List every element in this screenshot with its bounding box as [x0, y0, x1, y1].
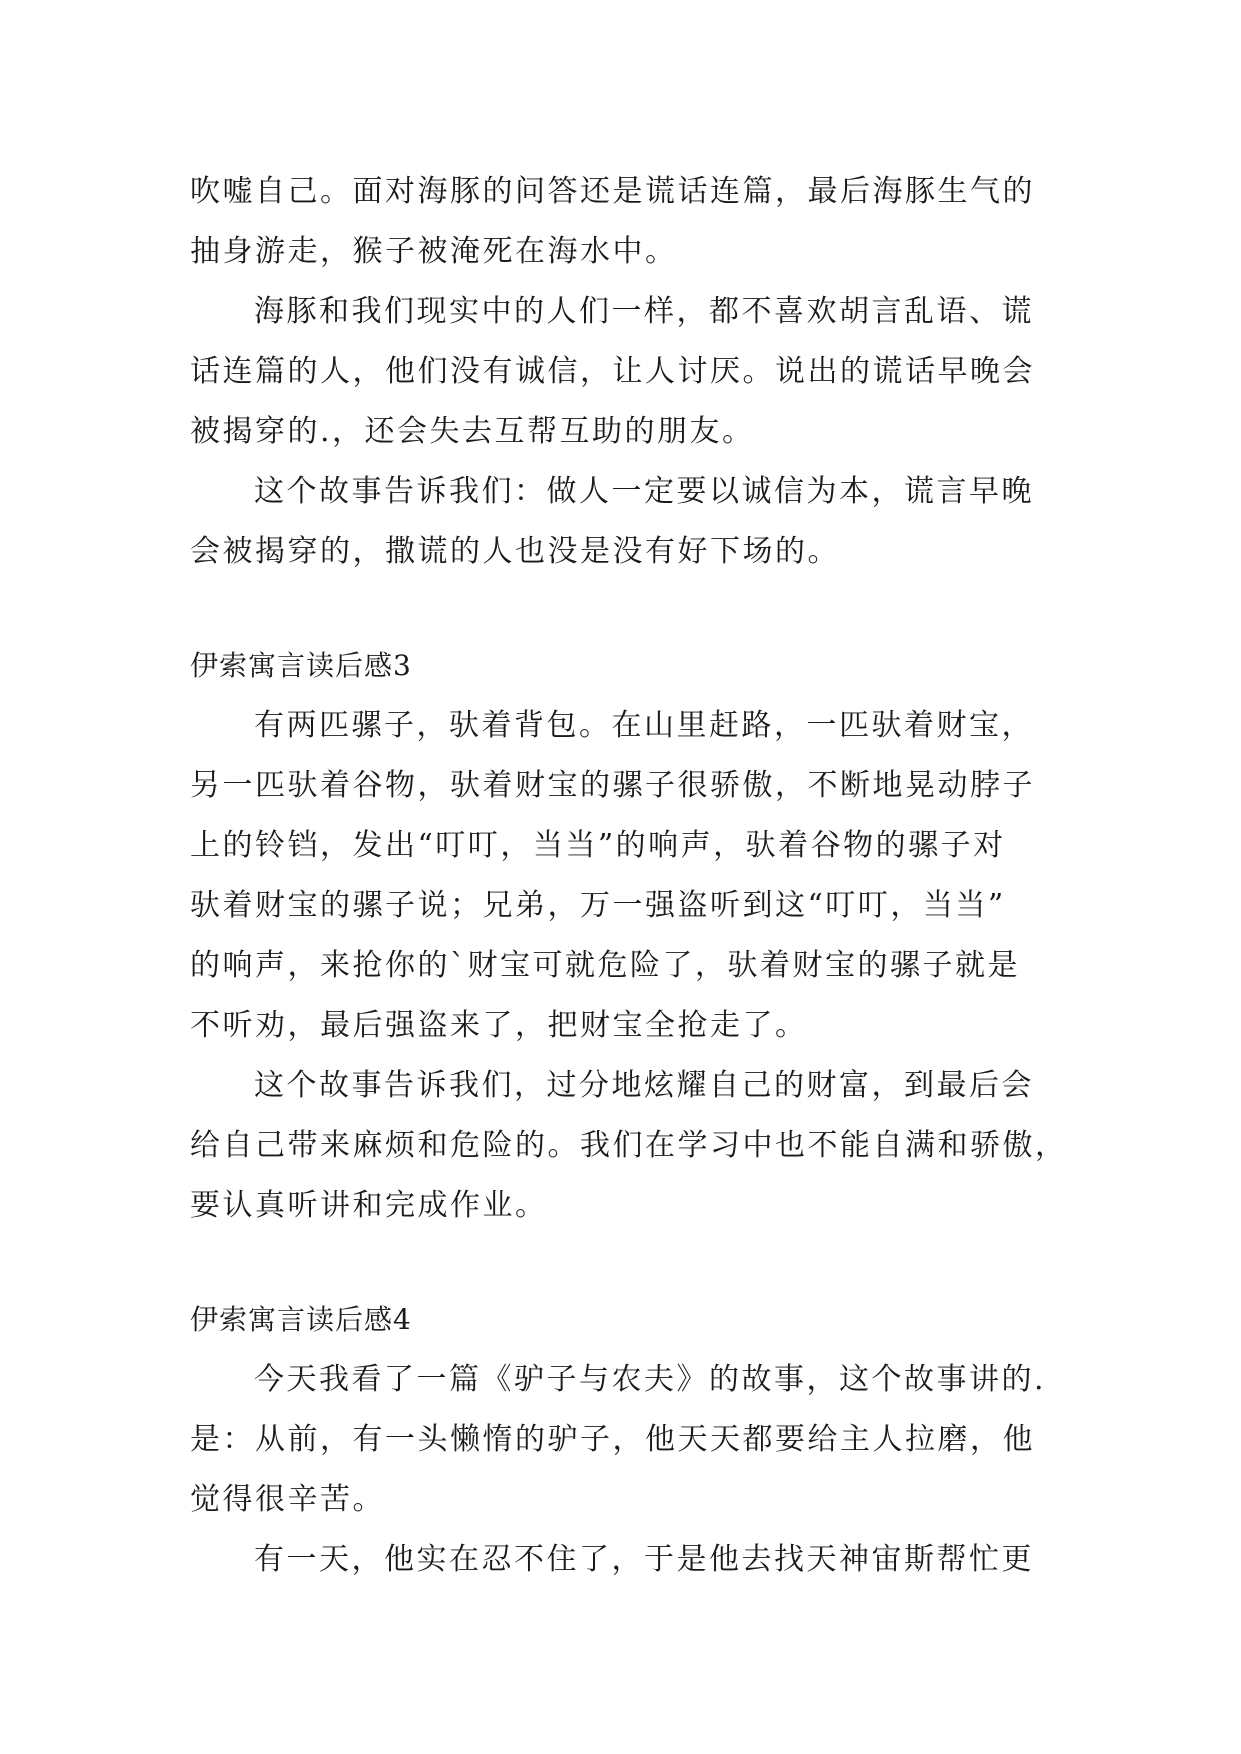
paragraph-line: 这个故事告诉我们，过分地炫耀自己的财富，到最后会 [254, 1068, 1034, 1103]
paragraph-line: 要认真听讲和完成作业。 [190, 1188, 548, 1223]
paragraph-line: 吹嘘自己。面对海豚的问答还是谎话连篇，最后海豚生气的 [190, 174, 1035, 209]
section-heading: 伊索寓言读后感3 [190, 649, 412, 682]
paragraph-line: 驮着财宝的骡子说；兄弟，万一强盗听到这“叮叮，当当” [190, 888, 1006, 923]
paragraph-line: 是：从前，有一头懒惰的驴子，他天天都要给主人拉磨，他 [190, 1422, 1035, 1457]
paragraph-line: 抽身游走，猴子被淹死在海水中。 [190, 234, 678, 269]
paragraph-line: 觉得很辛苦。 [190, 1482, 385, 1517]
document-body [190, 162, 1068, 1590]
paragraph-line: 的响声，来抢你的`财宝可就危险了，驮着财宝的骡子就是 [190, 948, 1020, 983]
paragraph-line: 被揭穿的.，还会失去互帮互助的朋友。 [190, 414, 755, 449]
paragraph-line: 有两匹骡子，驮着背包。在山里赶路，一匹驮着财宝， [254, 708, 1034, 743]
paragraph-line: 这个故事告诉我们：做人一定要以诚信为本，谎言早晚 [254, 474, 1034, 509]
paragraph-line: 有一天，他实在忍不住了，于是他去找天神宙斯帮忙更 [254, 1542, 1034, 1577]
paragraph-line: 话连篇的人，他们没有诚信，让人讨厌。说出的谎话早晚会 [190, 354, 1035, 389]
paragraph-line: 上的铃铛，发出“叮叮，当当”的响声，驮着谷物的骡子对 [190, 828, 1006, 863]
paragraph-line: 给自己带来麻烦和危险的。我们在学习中也不能自满和骄傲， [190, 1128, 1068, 1163]
paragraph-line: 另一匹驮着谷物，驮着财宝的骡子很骄傲，不断地晃动脖子 [190, 768, 1035, 803]
paragraph-line: 海豚和我们现实中的人们一样，都不喜欢胡言乱语、谎 [254, 294, 1034, 329]
paragraph-line: 会被揭穿的，撒谎的人也没是没有好下场的。 [190, 534, 840, 569]
section-heading: 伊索寓言读后感4 [190, 1303, 412, 1336]
paragraph-line: 今天我看了一篇《驴子与农夫》的故事，这个故事讲的. [254, 1362, 1047, 1397]
paragraph-line: 不听劝，最后强盗来了，把财宝全抢走了。 [190, 1008, 808, 1043]
